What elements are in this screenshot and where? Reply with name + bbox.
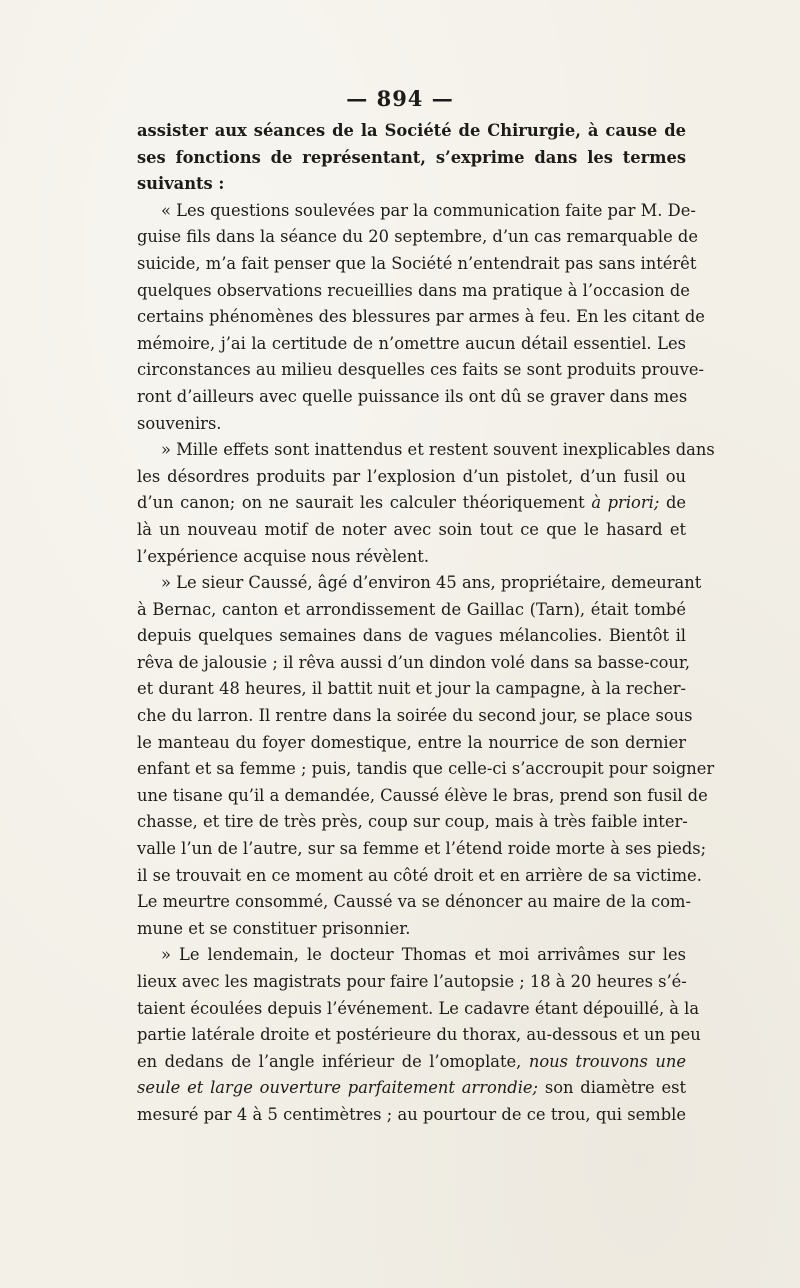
text-line: mesuré par 4 à 5 centimètres ; au pourtour de ce trou, qui semble	[137, 1104, 686, 1124]
text-line: là un nouveau motif de noter avec soin tout ce que le hasard et	[137, 519, 686, 539]
text-line: souvenirs.	[137, 413, 222, 433]
paragraph-2	[137, 198, 705, 437]
text-line: ses fonctions de représentant, s’exprime dans les termes	[137, 147, 686, 167]
text-line: à Bernac, canton et arrondissement de Gaillac (Tarn), était tombé	[137, 599, 686, 619]
paragraph-4	[137, 570, 715, 942]
text-fragment: de	[665, 493, 687, 513]
text-line: guise fils dans la séance du 20 septembre, d’un cas remarquable de	[137, 227, 698, 247]
text-line: mune et se constituer prisonnier.	[137, 918, 411, 938]
text-line: » Mille effets sont inattendus et restent souvent inexplicables dans	[161, 440, 715, 460]
text-line: mémoire, j’ai la certitude de n’omettre aucun détail essentiel. Les	[137, 333, 686, 353]
italic-fragment: à priori;	[591, 493, 660, 513]
text-line: le manteau du foyer domestique, entre la nourrice de son dernier	[137, 732, 686, 752]
text-line: » Le sieur Caussé, âgé d’environ 45 ans, propriétaire, demeurant	[161, 573, 702, 593]
text-line: les désordres produits par l’explosion d’un pistolet, d’un fusil ou	[137, 466, 686, 486]
text-line: une tisane qu’il a demandée, Caussé élève le bras, prend son fusil de	[137, 785, 708, 805]
text-line: chasse, et tire de très près, coup sur coup, mais à très faible inter-	[137, 812, 688, 832]
text-fragment: son diamètre est	[544, 1078, 687, 1098]
text-line: et durant 48 heures, il battit nuit et jour la campagne, à la recher-	[137, 679, 686, 699]
text-line: quelques observations recueillies dans ma pratique à l’occasion de	[137, 280, 690, 300]
paragraph-3	[137, 437, 715, 570]
text-line-with-italic	[137, 1049, 686, 1076]
text-line: assister aux séances de la Société de Chirurgie, à cause de	[137, 121, 686, 140]
text-line: » Le lendemain, le docteur Thomas et moi arrivâmes sur les	[161, 945, 686, 965]
text-line-with-italic	[137, 1075, 686, 1102]
text-line: circonstances au milieu desquelles ces faits se sont produits prouve-	[137, 360, 704, 380]
text-line: il se trouvait en ce moment au côté droit et en arrière de sa victime.	[137, 865, 702, 885]
text-line: che du larron. Il rentre dans la soirée du second jour, se place sous	[137, 706, 693, 726]
text-line: suivants :	[137, 174, 225, 194]
text-line: l’expérience acquise nous révèlent.	[137, 546, 430, 566]
page-number: — 894 —	[346, 86, 454, 111]
page-body-text	[137, 118, 715, 1129]
text-line-with-italic	[137, 490, 686, 517]
paragraph-1	[137, 118, 686, 198]
text-line: valle l’un de l’autre, sur sa femme et l’étend roide morte à ses pieds;	[137, 839, 707, 859]
text-line: lieux avec les magistrats pour faire l’autopsie ; 18 à 20 heures s’é-	[137, 972, 687, 991]
text-line: partie latérale droite et postérieure du thorax, au-dessous et un peu	[137, 1025, 701, 1045]
text-line: suicide, m’a fait penser que la Société n’entendrait pas sans intérêt	[137, 253, 697, 273]
text-line: certains phénomènes des blessures par armes à feu. En les citant de	[137, 307, 705, 327]
text-fragment: en dedans de l’angle inférieur de l’omoplate,	[137, 1051, 522, 1071]
paragraph-5	[137, 942, 701, 1128]
italic-fragment: seule et large ouverture parfaitement arrondie;	[137, 1078, 539, 1098]
text-line: taient écoulées depuis l’événement. Le cadavre étant dépouillé, à la	[137, 998, 700, 1018]
text-line: ront d’ailleurs avec quelle puissance ils ont dû se graver dans mes	[137, 386, 688, 406]
text-line: depuis quelques semaines dans de vagues mélancolies. Bientôt il	[137, 626, 686, 646]
text-line: rêva de jalousie ; il rêva aussi d’un dindon volé dans sa basse-cour,	[137, 652, 691, 672]
italic-fragment: nous trouvons une	[528, 1051, 686, 1071]
text-line: « Les questions soulevées par la communication faite par M. De-	[161, 200, 696, 220]
text-line: enfant et sa femme ; puis, tandis que celle-ci s’accroupit pour soigner	[137, 759, 715, 779]
text-fragment: d’un canon; on ne saurait les calculer théoriquement	[137, 493, 585, 513]
text-line: Le meurtre consommé, Caussé va se dénoncer au maire de la com-	[137, 892, 691, 912]
